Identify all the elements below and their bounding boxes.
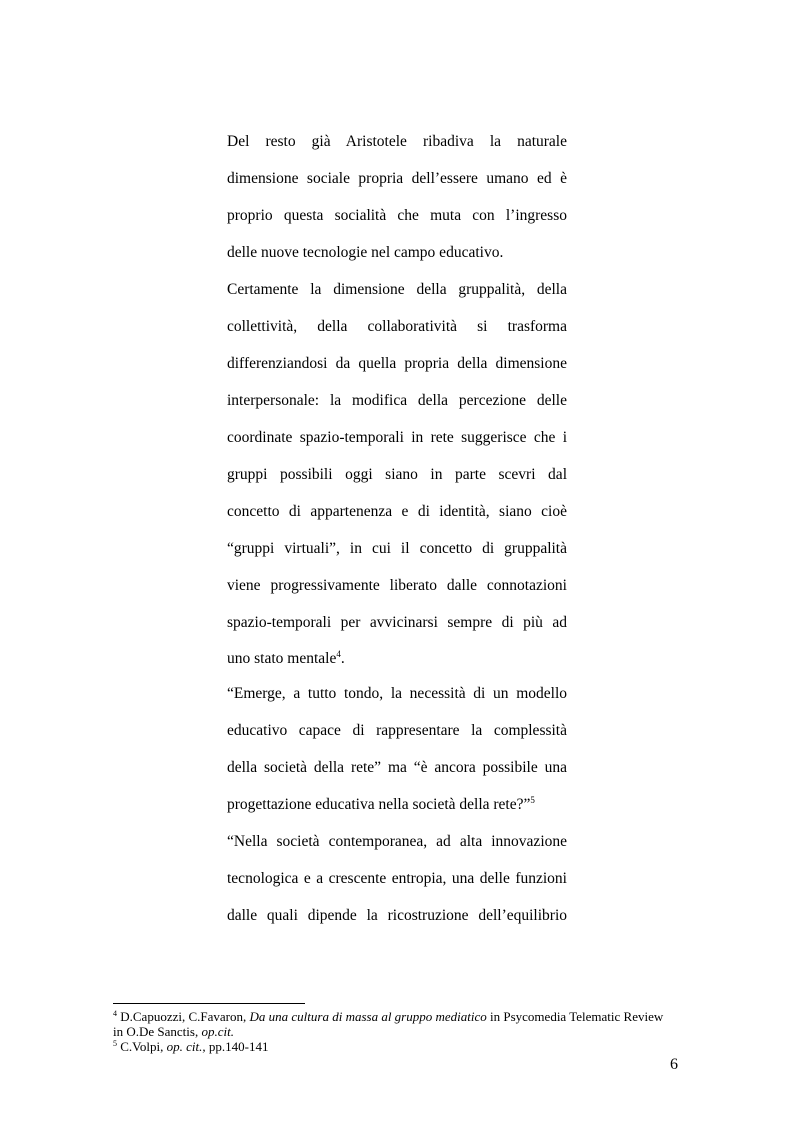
text-line: collettività, della collaboratività si trasforma xyxy=(227,318,567,335)
footnote-text: in O.De Sanctis, xyxy=(113,1024,202,1039)
text-line: proprio questa socialità che muta con l’ingresso xyxy=(227,207,567,224)
text-line: della società della rete” ma “è ancora possibile una xyxy=(227,759,567,776)
footnote-5 xyxy=(113,1039,683,1054)
text-line: “gruppi virtuali”, in cui il concetto di gruppalità xyxy=(227,540,567,557)
text-line: “Emerge, a tutto tondo, la necessità di un modello xyxy=(227,685,567,702)
text-fragment: . xyxy=(340,650,345,667)
footnotes xyxy=(113,1009,683,1054)
footnote-opcit: op.cit. xyxy=(201,1024,234,1039)
footnote-4 xyxy=(113,1009,683,1024)
footnote-ref-5[interactable]: 5 xyxy=(530,795,535,805)
footnote-number: 4 xyxy=(113,1009,117,1018)
text-fragment: progettazione educativa nella società della rete?” xyxy=(227,796,531,813)
text-line xyxy=(227,795,567,815)
text-line: tecnologica e a crescente entropia, una delle funzioni xyxy=(227,870,567,887)
text-line: “Nella società contemporanea, ad alta innovazione xyxy=(227,833,567,850)
text-line: gruppi possibili oggi siano in parte scevri dal xyxy=(227,466,567,483)
text-line: spazio-temporali per avvicinarsi sempre di più ad xyxy=(227,614,567,631)
footnote-opcit: op. cit., xyxy=(166,1039,206,1054)
text-line: interpersonale: la modifica della percezione delle xyxy=(227,392,567,409)
footnote-text: in Psycomedia Telematic Review xyxy=(486,1009,664,1024)
text-line: dimensione sociale propria dell’essere umano ed è xyxy=(227,170,567,187)
page-number: 6 xyxy=(670,1056,678,1073)
footnote-text: C.Volpi, xyxy=(117,1039,167,1054)
text-line: dalle quali dipende la ricostruzione dell’equilibrio xyxy=(227,907,567,924)
footnote-text: pp.140-141 xyxy=(205,1039,269,1054)
footnote-ref-4[interactable]: 4 xyxy=(336,649,341,659)
text-line: concetto di appartenenza e di identità, siano cioè xyxy=(227,503,567,520)
text-line: coordinate spazio-temporali in rete suggerisce che i xyxy=(227,429,567,446)
footnote-title: Da una cultura di massa al gruppo mediatico xyxy=(249,1009,487,1024)
footnote-text: D.Capuozzi, C.Favaron, xyxy=(117,1009,250,1024)
text-line: Certamente la dimensione della gruppalità, della xyxy=(227,281,567,298)
footnote-number: 5 xyxy=(113,1039,117,1048)
text-line: Del resto già Aristotele ribadiva la naturale xyxy=(227,133,567,150)
footnote-4-continued xyxy=(113,1024,683,1039)
text-line: educativo capace di rappresentare la complessità xyxy=(227,722,567,739)
text-fragment: uno stato mentale xyxy=(227,650,337,667)
text-line: delle nuove tecnologie nel campo educativo. xyxy=(227,244,504,261)
text-line: differenziandosi da quella propria della dimensione xyxy=(227,355,567,372)
footnote-separator xyxy=(113,1003,305,1004)
text-line xyxy=(227,649,567,669)
text-line: viene progressivamente liberato dalle connotazioni xyxy=(227,577,567,594)
